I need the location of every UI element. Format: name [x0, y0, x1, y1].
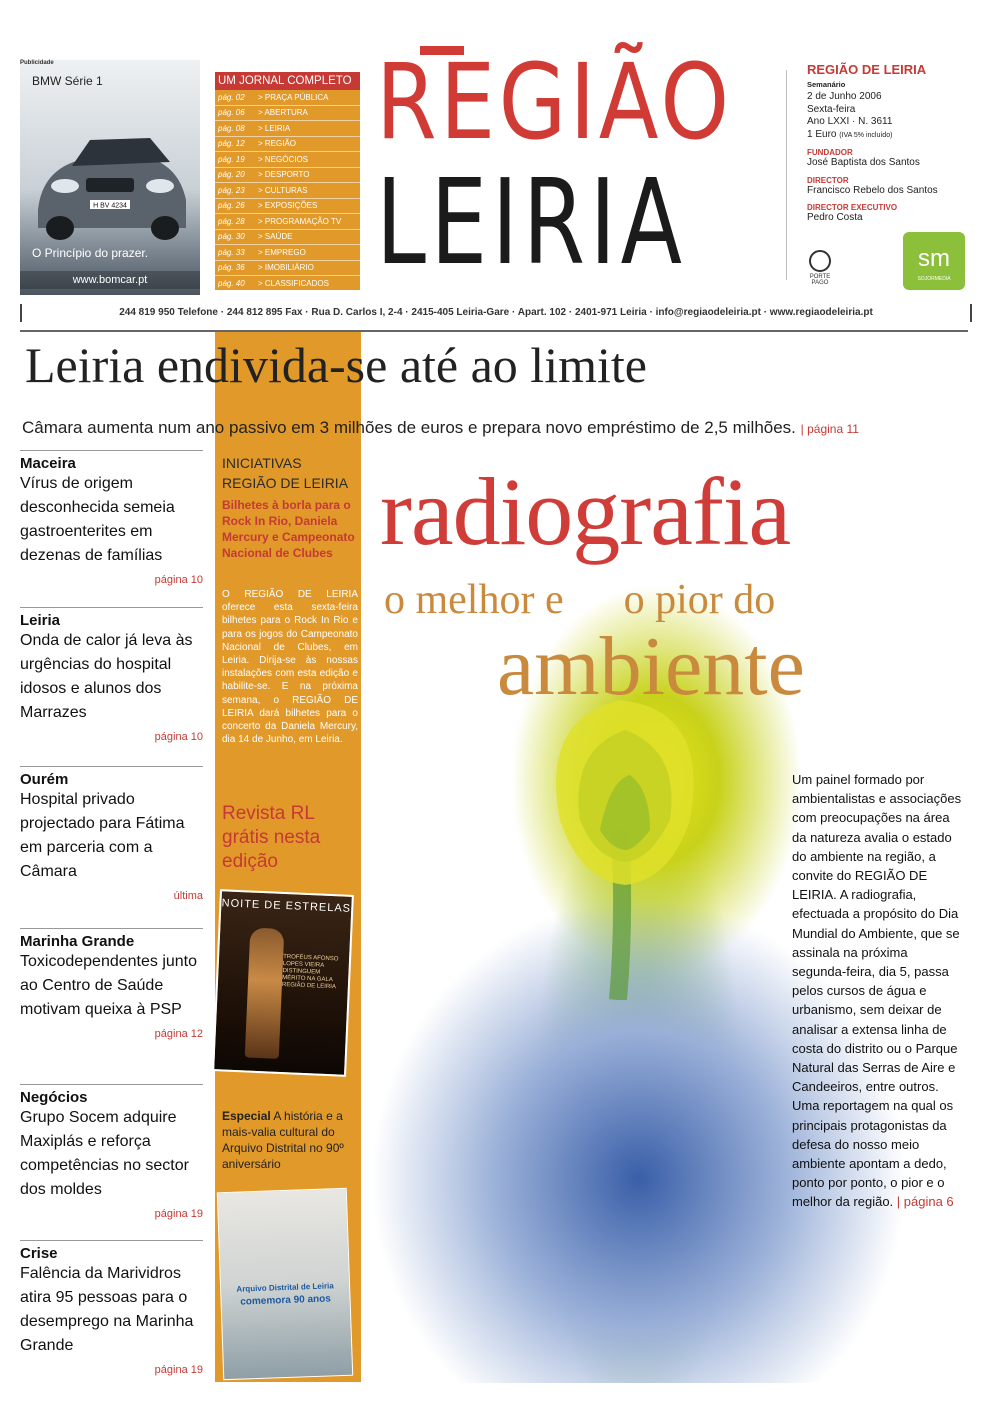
- index-item[interactable]: [215, 261, 360, 277]
- index-page: pág. 23: [218, 185, 245, 195]
- news-section: Maceira: [20, 455, 76, 472]
- index-label: > PRAÇA PÚBLICA: [258, 92, 329, 102]
- index-item[interactable]: [215, 121, 360, 137]
- index-item[interactable]: [215, 245, 360, 261]
- index-label: > DESPORTO: [258, 170, 310, 180]
- index-page: pág. 28: [218, 216, 245, 226]
- index-page: pág. 40: [218, 278, 245, 288]
- news-page-ref[interactable]: página 19: [154, 1208, 203, 1220]
- contents-index: [215, 72, 360, 304]
- news-item[interactable]: [20, 1084, 203, 1220]
- feature-page-ref[interactable]: | página 6: [896, 1194, 954, 1210]
- index-page: pág. 30: [218, 232, 245, 242]
- arquivo-image[interactable]: Arquivo Distrital de Leiria comemora 90 anos: [217, 1188, 353, 1380]
- sojormedia-logo: sm SOJORMEDIA: [903, 232, 965, 290]
- edition-price: 1 Euro (IVA 5% incluído): [807, 128, 893, 140]
- flower-illustration: [500, 680, 760, 1000]
- index-item[interactable]: [215, 168, 360, 184]
- index-item[interactable]: [215, 214, 360, 230]
- news-text: Falência da Marividros atira 95 pessoas para o desemprego na Marinha Grande: [20, 1265, 194, 1354]
- index-page: pág. 36: [218, 263, 245, 273]
- news-text: Vírus de origem desconhecida semeia gastroenterites em dezenas de famílias: [20, 475, 175, 564]
- ad-label: Publicidade: [20, 60, 54, 66]
- news-page-ref[interactable]: página 12: [154, 1028, 203, 1040]
- iniciativas-body: O REGIÃO DE LEIRIA oferece esta sexta-feira bilhetes para o Rock In Rio e para os jogos do Campeonato Nacional de Clubes, em Leiria. Dirija-se às nossas instalações com esta edição e habilite-se. E na próxima semana, o REGIÃO DE LEIRIA dará bilhetes para o concerto da Daniela Mercury, dia 14 de Junho, em Leiria.: [222, 589, 358, 746]
- ad-tagline: O Princípio do prazer.: [32, 246, 149, 260]
- news-section: Crise: [20, 1245, 58, 1262]
- index-label: > SAÚDE: [258, 232, 293, 242]
- revista-cover-image[interactable]: NOITE DE ESTRELAS TROFÉUS AFONSO LOPES VIEIRA DISTINGUEM MÉRITO NA GALA REGIÃO DE LEIRIA: [212, 889, 354, 1077]
- index-label: > ÚLTIMA: [258, 294, 294, 304]
- bmw-advertisement[interactable]: [20, 60, 200, 295]
- index-page: pág. 20: [218, 170, 245, 180]
- news-page-ref[interactable]: página 10: [154, 574, 203, 586]
- index-item[interactable]: [215, 183, 360, 199]
- index-title: UM JORNAL COMPLETO: [215, 72, 360, 90]
- index-page: pág. 33: [218, 247, 245, 257]
- founder-label: FUNDADOR: [807, 148, 853, 157]
- index-label: > CLASSIFICADOS: [258, 278, 329, 288]
- feature-subtitle: o melhor e o pior do: [384, 577, 776, 623]
- index-page: pág. 06: [218, 108, 245, 118]
- news-section: Negócios: [20, 1089, 88, 1106]
- feature-body: Um painel formado por ambientalistas e associações com preocupações na área da natureza avalia o estado do ambiente na região, a convite do REGIÃO DE LEIRIA. A radiografia, efectuada a propósito do Dia Mundial do Ambiente, que se assinala na próxima segunda-feira, dia 5, passa pelos cursos de água e urbanismo, sem deixar de analisar a extensa linha de costa do distrito ou o Parque Natural das Serras de Aire e Candeeiros, entre outros. Uma reportagem na qual os principais protagonistas da defesa do nosso meio ambiente apontam a dedo, ponto por ponto, o pior e o melhor da região. | página 6: [792, 772, 962, 1210]
- iniciativas-highlight[interactable]: Bilhetes à borla para o Rock In Rio, Daniela Mercury e Campeonato Nacional de Clubes: [222, 498, 355, 560]
- index-label: > PROGRAMAÇÃO TV: [258, 216, 342, 226]
- index-label: > CULTURAS: [258, 185, 308, 195]
- singer-figure: [245, 928, 285, 1059]
- index-page: pág. 02: [218, 92, 245, 102]
- index-page: pág. 19: [218, 154, 245, 164]
- paper-name: REGIÃO DE LEIRIA: [807, 62, 927, 77]
- index-item[interactable]: [215, 276, 360, 292]
- masthead-divider: [786, 70, 787, 280]
- masthead-line-1: REGIÃO: [376, 41, 733, 163]
- car-image: [20, 100, 200, 250]
- index-item[interactable]: [215, 199, 360, 215]
- feature-title[interactable]: radiografia: [380, 458, 791, 565]
- news-page-ref[interactable]: página 10: [154, 731, 203, 743]
- main-headline[interactable]: Leiria endivida-se até ao limite: [25, 337, 647, 393]
- index-item[interactable]: [215, 137, 360, 153]
- news-section: Marinha Grande: [20, 933, 135, 950]
- news-text: Grupo Socem adquire Maxiplás e reforça competências no sector dos moldes: [20, 1109, 189, 1198]
- index-page: pág. 12: [218, 139, 245, 149]
- index-label: > EXPOSIÇÕES: [258, 201, 318, 211]
- index-page: pág. 44: [218, 294, 245, 304]
- index-page: pág. 08: [218, 123, 245, 133]
- index-label: > ABERTURA: [258, 108, 308, 118]
- index-item[interactable]: [215, 152, 360, 168]
- edition-issue: Ano LXXI · N. 3611: [807, 116, 893, 127]
- index-page: pág. 26: [218, 201, 245, 211]
- edition-info: [807, 64, 982, 225]
- page-ref[interactable]: | página 11: [800, 422, 859, 436]
- founder-name: José Baptista dos Santos: [807, 157, 920, 168]
- index-item[interactable]: [215, 230, 360, 246]
- news-section: Leiria: [20, 612, 61, 629]
- news-item[interactable]: [20, 607, 203, 743]
- frequency: Semanário: [807, 79, 846, 89]
- news-page-ref[interactable]: última: [173, 890, 203, 902]
- contact-bar: 244 819 950 Telefone · 244 812 895 Fax · Rua D. Carlos I, 2-4 · 2415-405 Leiria-Gare · Apart. 102 · 2401-971 Leiria · info@regiaodeleiria.pt · www.regiaodeleiria.pt: [20, 304, 972, 322]
- news-text: Onda de calor já leva às urgências do hospital idosos e alunos dos Marrazes: [20, 632, 193, 721]
- index-label: > LEIRIA: [258, 123, 291, 133]
- index-label: > NEGÓCIOS: [258, 154, 309, 164]
- news-item[interactable]: [20, 766, 203, 902]
- news-text: Hospital privado projectado para Fátima em parceria com a Câmara: [20, 791, 185, 880]
- news-item[interactable]: [20, 928, 203, 1040]
- index-label: > REGIÃO: [258, 139, 297, 149]
- news-section: Ourém: [20, 771, 69, 788]
- seal-icon: [809, 250, 831, 272]
- iniciativas-box: INICIATIVAS REGIÃO DE LEIRIA Bilhetes à borla para o Rock In Rio, Daniela Mercury e Campeonato Nacional de Clubes: [222, 453, 358, 561]
- index-item[interactable]: [215, 90, 360, 106]
- news-item[interactable]: [20, 1240, 203, 1376]
- main-subheadline: Câmara aumenta num ano passivo em 3 milhões de euros e prepara novo empréstimo de 2,5 milhões. | página 11: [22, 418, 859, 437]
- especial-teaser[interactable]: Especial A história e a mais-valia cultural do Arquivo Distrital no 90º aniversário: [222, 1109, 344, 1171]
- edition-weekday: Sexta-feira: [807, 103, 856, 115]
- news-text: Toxicodependentes junto ao Centro de Saúde motivam queixa à PSP: [20, 953, 198, 1018]
- feature-subtitle-word: ambiente: [497, 620, 805, 713]
- exec-director-name: Pedro Costa: [807, 212, 863, 223]
- index-item[interactable]: [215, 106, 360, 122]
- director-label: DIRECTOR: [807, 175, 849, 185]
- porte-pago-stamp: PORTE PAGO: [805, 250, 835, 292]
- ad-url[interactable]: www.bomcar.pt: [20, 271, 200, 289]
- index-label: > EMPREGO: [258, 247, 306, 257]
- revista-promo[interactable]: Revista RL grátis nesta edição: [222, 803, 321, 872]
- edition-date: 2 de Junho 2006: [807, 91, 882, 102]
- masthead-line-2: LEIRIA: [376, 153, 687, 291]
- index-label: > IMOBILIÁRIO: [258, 263, 314, 273]
- news-item[interactable]: [20, 450, 203, 586]
- exec-director-label: DIRECTOR EXECUTIVO: [807, 203, 898, 212]
- director-name: Francisco Rebelo dos Santos: [807, 184, 938, 196]
- news-page-ref[interactable]: página 19: [154, 1364, 203, 1376]
- svg-text:H BV 4234: H BV 4234: [93, 202, 127, 210]
- ad-model: BMW Série 1: [32, 74, 103, 88]
